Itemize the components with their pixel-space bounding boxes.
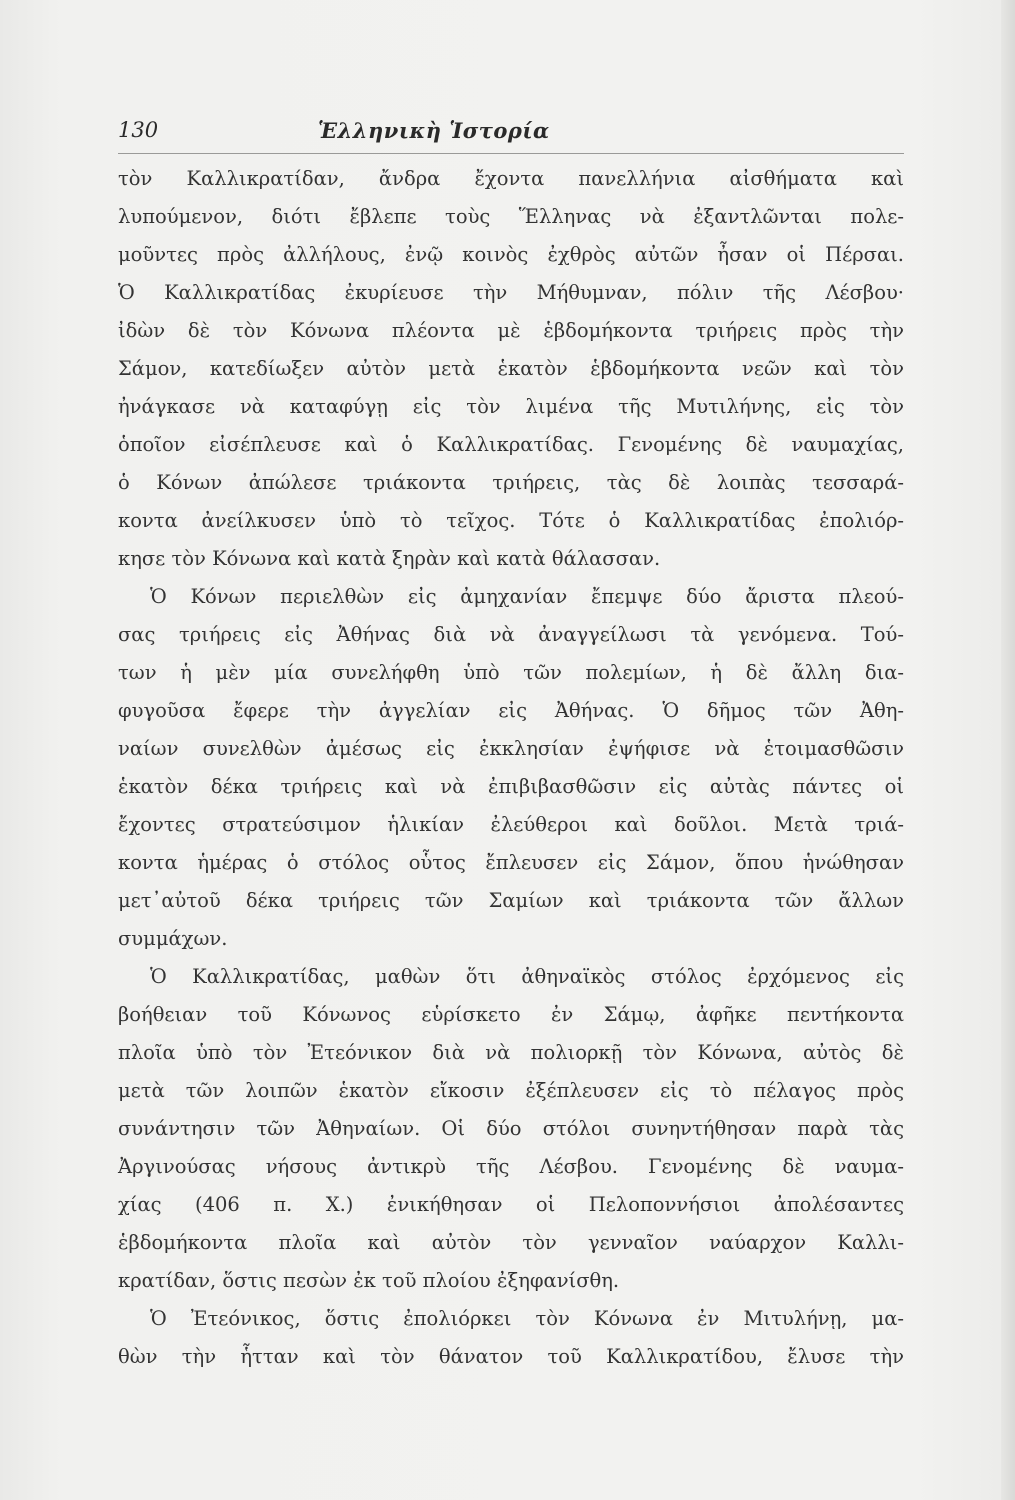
paragraph-first-line: Ὁ Κόνων περιελθὼν εἰς ἀμηχανίαν ἔπεμψε δύο ἄριστα πλεού- <box>150 585 904 608</box>
text-line: Σάμον, κατεδίωξεν αὐτὸν μετὰ ἑκατὸν ἑβδομήκοντα νεῶν καὶ τὸν <box>118 357 904 380</box>
text-line: Ἀργινούσας νήσους ἀντικρὺ τῆς Λέσβου. Γενομένης δὲ ναυμα- <box>118 1155 904 1178</box>
text-line: συμμάχων. <box>118 927 228 950</box>
text-line: φυγοῦσα ἔφερε τὴν ἀγγελίαν εἰς Ἀθήνας. Ὁ δῆμος τῶν Ἀθη- <box>118 699 904 722</box>
text-line: βοήθειαν τοῦ Κόνωνος εὑρίσκετο ἐν Σάμῳ, ἀφῆκε πεντήκοντα <box>118 1003 904 1026</box>
page-edge <box>1001 0 1015 1500</box>
text-line: κοντα ἀνείλκυσεν ὑπὸ τὸ τεῖχος. Τότε ὁ Καλλικρατίδας ἐπολιόρ- <box>118 509 904 532</box>
text-line: ὁποῖον εἰσέπλευσε καὶ ὁ Καλλικρατίδας. Γενομένης δὲ ναυμαχίας, <box>118 433 904 456</box>
paragraph-first-line: Ὁ Ἐτεόνικος, ὅστις ἐπολιόρκει τὸν Κόνωνα ἐν Μιτυλήνῃ, μα- <box>150 1307 904 1330</box>
page-number: 130 <box>118 118 159 142</box>
text-line: ἑκατὸν δέκα τριήρεις καὶ νὰ ἐπιβιβασθῶσιν εἰς αὐτὰς πάντες οἱ <box>118 775 904 798</box>
text-line: κησε τὸν Κόνωνα καὶ κατὰ ξηρὰν καὶ κατὰ θάλασσαν. <box>118 547 661 570</box>
text-line: τὸν Καλλικρατίδαν, ἄνδρα ἔχοντα πανελλήνια αἰσθήματα καὶ <box>118 167 904 190</box>
text-line: μετ᾽αὐτοῦ δέκα τριήρεις τῶν Σαμίων καὶ τριάκοντα τῶν ἄλλων <box>118 889 904 912</box>
text-line: μοῦντες πρὸς ἀλλήλους, ἐνῷ κοινὸς ἐχθρὸς αὐτῶν ἦσαν οἱ Πέρσαι. <box>118 243 904 266</box>
text-line: πλοῖα ὑπὸ τὸν Ἐτεόνικον διὰ νὰ πολιορκῇ τὸν Κόνωνα, αὐτὸς δὲ <box>118 1041 904 1064</box>
running-title: Ἑλληνικὴ Ἱστορία <box>318 118 550 143</box>
text-line: ἠνάγκασε νὰ καταφύγῃ εἰς τὸν λιμένα τῆς Μυτιλήνης, εἰς τὸν <box>118 395 904 418</box>
text-line: ναίων συνελθὼν ἀμέσως εἰς ἐκκλησίαν ἐψήφισε νὰ ἑτοιμασθῶσιν <box>118 737 904 760</box>
text-line: Ὁ Καλλικρατίδας ἐκυρίευσε τὴν Μήθυμναν, πόλιν τῆς Λέσβου· <box>118 281 904 304</box>
text-line: χίας (406 π. Χ.) ἐνικήθησαν οἱ Πελοποννήσιοι ἀπολέσαντες <box>118 1193 904 1216</box>
text-line: ἰδὼν δὲ τὸν Κόνωνα πλέοντα μὲ ἑβδομήκοντα τριήρεις πρὸς τὴν <box>118 319 904 342</box>
text-line: ἑβδομήκοντα πλοῖα καὶ αὐτὸν τὸν γενναῖον ναύαρχον Καλλι- <box>118 1231 904 1254</box>
text-line: θὼν τὴν ἧτταν καὶ τὸν θάνατον τοῦ Καλλικρατίδου, ἔλυσε τὴν <box>118 1345 904 1368</box>
text-line: κρατίδαν, ὅστις πεσὼν ἐκ τοῦ πλοίου ἐξηφανίσθη. <box>118 1269 620 1292</box>
text-line: ὁ Κόνων ἀπώλεσε τριάκοντα τριήρεις, τὰς δὲ λοιπὰς τεσσαρά- <box>118 471 904 494</box>
text-line: συνάντησιν τῶν Ἀθηναίων. Οἱ δύο στόλοι συνηντήθησαν παρὰ τὰς <box>118 1117 904 1140</box>
text-line: μετὰ τῶν λοιπῶν ἑκατὸν εἴκοσιν ἐξέπλευσεν εἰς τὸ πέλαγος πρὸς <box>118 1079 904 1102</box>
body-text <box>118 160 904 1376</box>
text-line: των ἡ μὲν μία συνελήφθη ὑπὸ τῶν πολεμίων, ἡ δὲ ἄλλη δια- <box>118 661 904 684</box>
page-header <box>118 118 904 158</box>
text-line: λυπούμενον, διότι ἔβλεπε τοὺς Ἕλληνας νὰ ἐξαντλῶνται πολε- <box>118 205 904 228</box>
text-line: κοντα ἡμέρας ὁ στόλος οὗτος ἔπλευσεν εἰς Σάμον, ὅπου ἡνώθησαν <box>118 851 904 874</box>
text-line: ἔχοντες στρατεύσιμον ἡλικίαν ἐλεύθεροι καὶ δοῦλοι. Μετὰ τριά- <box>118 813 904 836</box>
paragraph-first-line: Ὁ Καλλικρατίδας, μαθὼν ὅτι ἀθηναϊκὸς στόλος ἐρχόμενος εἰς <box>150 965 904 988</box>
header-rule <box>118 153 904 154</box>
text-line: σας τριήρεις εἰς Ἀθήνας διὰ νὰ ἀναγγείλωσι τὰ γενόμενα. Τού- <box>118 623 904 646</box>
